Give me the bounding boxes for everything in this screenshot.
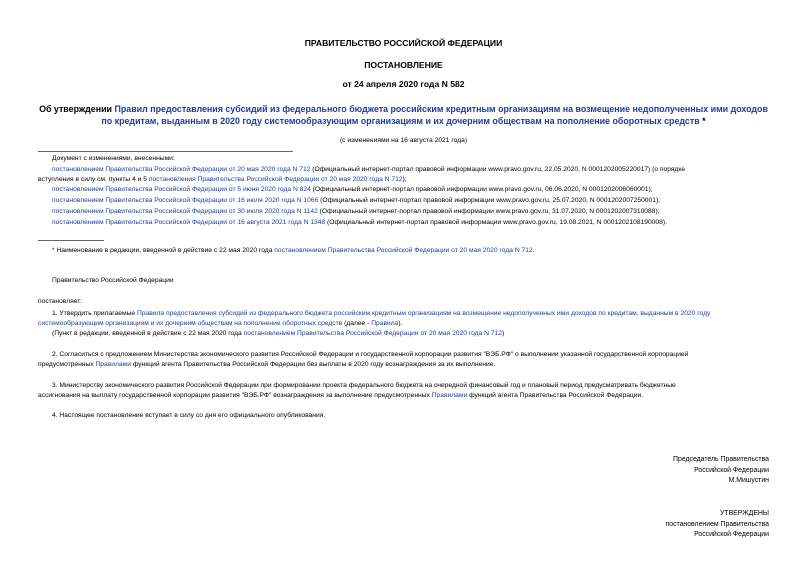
amendment-item: постановлением Правительства Российской Федерации от 5 июня 2020 года N 824 (Официальный интернет-портал правовой информации www.pravo.gov.ru, 06.06.2020, N 0001202006060001); — [52, 186, 653, 193]
decrees-label: постановляет: — [38, 298, 83, 305]
paragraph-1-note: (Пункт в редакции, введенной в действие с 22 мая 2020 года постановлением Правительства Российской Федерации от 20 мая 2020 года N 712) — [52, 330, 505, 337]
approved-line2: Российской Федерации — [694, 531, 769, 538]
paragraph-2: 2. Согласиться с предложением Министерства экономического развития Российской Федерации и государственной корпорации развития "ВЭБ.РФ" о выполнении указанной государственной корпорацией — [52, 351, 689, 358]
government-heading: ПРАВИТЕЛЬСТВО РОССИЙСКОЙ ФЕДЕРАЦИИ — [304, 38, 503, 48]
title-link-rules-cont[interactable]: по кредитам, выданным в 2020 году системообразующим организациям и их дочерним обществам на пополнение оборотных средств — [101, 116, 700, 126]
document-type: ПОСТАНОВЛЕНИЕ — [364, 60, 443, 70]
amendment-link[interactable]: постановлением Правительства Российской Федерации от 16 августа 2021 года N 1348 — [52, 219, 326, 226]
changes-note: (с изменениями на 16 августа 2021 года) — [339, 137, 468, 144]
amendment-item: постановлением Правительства Российской Федерации от 20 мая 2020 года N 712 (Официальный интернет-портал правовой информации www.pravo.gov.ru, 22.05.2020, N 0001202005220017) (о порядке — [52, 166, 686, 173]
signature-name: М.Мишустин — [728, 477, 769, 484]
title-suffix: * — [699, 116, 706, 126]
rules-link[interactable]: Правила предоставления субсидий из федерального бюджета российским кредитным организациям на возмещение недополученных ими доходов по кредитам, выданным в 2020 году — [136, 310, 711, 317]
footnote-divider — [38, 240, 104, 241]
title-link-rules[interactable]: Правил предоставления субсидий из федерального бюджета российским кредитным организациям на возмещение недополученных ими доходов — [114, 104, 768, 114]
paragraph-1-cont: системообразующим организациям и их дочерним обществам на пополнение оборотных средств (далее - Правила). — [38, 320, 403, 327]
amendment-link[interactable]: постановлением Правительства Российской Федерации от 20 мая 2020 года N 712 — [52, 166, 311, 173]
rules-short-link[interactable]: Правила — [371, 320, 399, 327]
amendment-item: постановлением Правительства Российской Федерации от 30 июля 2020 года N 1142 (Официальный интернет-портал правовой информации www.pravo.gov.ru, 31.07.2020, N 0001202007310088); — [52, 208, 660, 215]
amendment-item: постановлением Правительства Российской Федерации от 16 июля 2020 года N 1066 (Официальный интернет-портал правовой информации www.pravo.gov.ru, 25.07.2020, N 0001202007250001); — [52, 197, 661, 204]
rules-link[interactable]: Правилами — [95, 361, 131, 368]
document-title-line2 — [0, 115, 807, 127]
amendment-item: вступления в силу см. пункты 4 и 5 постановления Правительства Российской Федерации от 20 мая 2020 года N 712); — [38, 176, 407, 183]
document-date: от 24 апреля 2020 года N 582 — [342, 79, 465, 89]
signature-role: Председатель Правительства — [673, 456, 769, 463]
amendment-item: постановлением Правительства Российской Федерации от 16 августа 2021 года N 1348 (Официальный интернет-портал правовой информации www.pravo.gov.ru, 19.08.2021, N 0001202108190008). — [52, 219, 667, 226]
footnote: * Наименование в редакции, введенной в действие с 22 мая 2020 года постановлением Правительства Российской Федерации от 20 мая 2020 года N 712. — [52, 247, 535, 254]
document-title — [0, 103, 807, 115]
signature-block — [673, 455, 769, 487]
paragraph-2-cont: предусмотренных Правилами функций агента Правительства Российской Федерации без выплаты в 2020 году вознаграждения за их выполнение. — [38, 361, 496, 368]
signature-role-country: Российской Федерации — [694, 466, 769, 474]
amendment-link[interactable]: постановлением Правительства Российской Федерации от 30 июля 2020 года N 1142 — [52, 208, 318, 215]
amendment-link[interactable]: постановлением Правительства Российской Федерации от 16 июля 2020 года N 1066 — [52, 197, 319, 204]
title-prefix: Об утверждении — [39, 104, 115, 114]
paragraph-1: 1. Утвердить прилагаемые Правила предоставления субсидий из федерального бюджета российским кредитным организациям на возмещение недополученных ими доходов по кредитам, выданным в 2020 году — [52, 310, 711, 317]
rules-link[interactable]: Правилами — [431, 392, 468, 399]
approval-block — [666, 509, 770, 541]
amendments-intro: Документ с изменениями, внесенными: — [52, 155, 175, 162]
rules-link-cont[interactable]: системообразующим организациям и их дочерним обществам на пополнение оборотных средств — [38, 320, 343, 327]
amendment-link[interactable]: постановления Правительства Российской Федерации от 20 мая 2020 года N 712 — [148, 176, 403, 183]
paragraph-3-cont: ассигнования на выплату государственной корпорации развития "ВЭБ.РФ" вознаграждения за выполнение предусмотренных Правилами функций агента Правительства Российской Федерации. — [38, 392, 644, 399]
approved-label: УТВЕРЖДЕНЫ — [720, 510, 769, 517]
approved-line1: постановлением Правительства — [665, 520, 769, 528]
footnote-link[interactable]: постановлением Правительства Российской Федерации от 20 мая 2020 года N 712 — [274, 247, 533, 254]
paragraph-4: 4. Настоящее постановление вступает в силу со дня его официального опубликования. — [52, 412, 326, 419]
divider — [38, 151, 293, 152]
amendment-link[interactable]: постановлением Правительства Российской Федерации от 5 июня 2020 года N 824 — [52, 186, 311, 193]
government-name: Правительство Российской Федерации — [52, 277, 174, 284]
note-link[interactable]: постановлением Правительства Российской Федерации от 20 мая 2020 года N 712 — [243, 330, 502, 337]
paragraph-3: 3. Министерству экономического развития Российской Федерации при формировании проекта федерального бюджета на очередной финансовый год и плановый период предусматривать бюджетные — [52, 382, 676, 389]
